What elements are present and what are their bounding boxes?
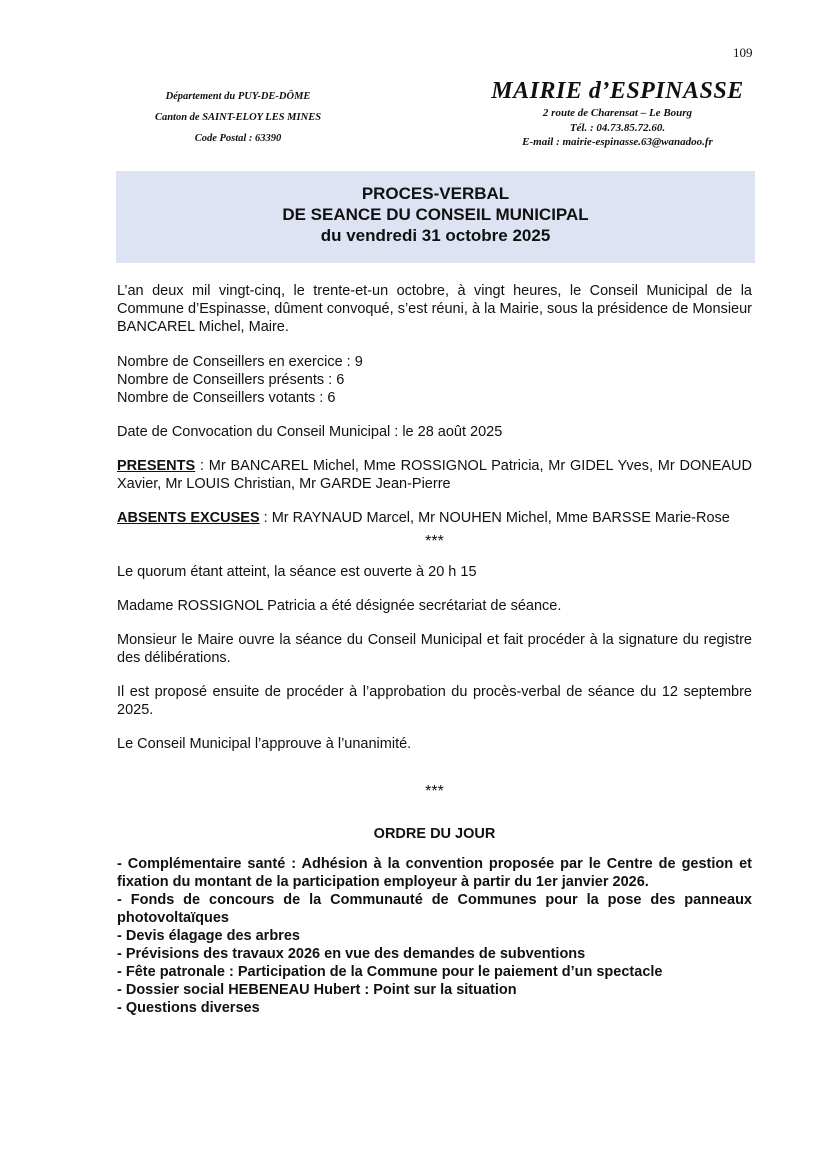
- mairie-email: E-mail : mairie-espinasse.63@wanadoo.fr: [522, 136, 713, 148]
- canton-line: Canton de SAINT-ELOY LES MINES: [154, 112, 322, 123]
- agenda-item: - Questions diverses: [117, 1000, 260, 1016]
- convocation-date: Date de Convocation du Conseil Municipal : le 28 août 2025: [117, 424, 503, 440]
- document-title-box: [116, 171, 755, 263]
- mairie-title: MAIRIE d’ESPINASSE: [491, 78, 744, 104]
- postal-code-line: Code Postal : 63390: [194, 133, 282, 144]
- agenda-item: - Devis élagage des arbres: [117, 928, 300, 944]
- mairie-tel: Tél. : 04.73.85.72.60.: [569, 121, 666, 134]
- agenda-item: - Prévisions des travaux 2026 en vue des demandes de subventions: [117, 946, 586, 962]
- document-body: [117, 282, 752, 1017]
- department-block: [118, 86, 358, 149]
- separator-stars: ***: [425, 533, 444, 550]
- separator-stars-2: ***: [425, 783, 444, 800]
- mairie-block: [455, 76, 780, 150]
- mairie-address: 2 route de Charensat – Le Bourg: [542, 107, 693, 119]
- quorum-text: Le quorum étant atteint, la séance est ouverte à 20 h 15: [117, 564, 477, 580]
- presents-list: : Mr BANCAREL Michel, Mme ROSSIGNOL Patricia, Mr GIDEL Yves, Mr DONEAUD Xavier, Mr LOUIS Christian, Mr GARDE Jean-Pierre: [117, 458, 752, 492]
- count-present: Nombre de Conseillers présents : 6: [117, 372, 345, 388]
- presents-label: PRESENTS: [117, 458, 196, 474]
- agenda-list: [117, 855, 752, 1017]
- agenda-item: - Fonds de concours de la Communauté de Communes pour la pose des panneaux photovoltaïques: [117, 892, 752, 926]
- count-in-office: Nombre de Conseillers en exercice : 9: [117, 354, 363, 370]
- count-voting: Nombre de Conseillers votants : 6: [117, 390, 336, 406]
- absents-paragraph: [117, 509, 752, 527]
- title-line-2: DE SEANCE DU CONSEIL MUNICIPAL: [282, 205, 589, 224]
- agenda-item: - Fête patronale : Participation de la Commune pour le paiement d’un spectacle: [117, 964, 663, 980]
- title-line-3: du vendredi 31 octobre 2025: [320, 226, 551, 245]
- page-number: 109: [733, 45, 753, 60]
- absents-list: : Mr RAYNAUD Marcel, Mr NOUHEN Michel, Mme BARSSE Marie-Rose: [259, 510, 730, 526]
- approval-proposal-text: Il est proposé ensuite de procéder à l’approbation du procès-verbal de séance du 12 septembre 2025.: [117, 684, 752, 718]
- presents-paragraph: [117, 457, 752, 493]
- secretary-text: Madame ROSSIGNOL Patricia a été désignée secrétariat de séance.: [117, 598, 562, 614]
- title-line-1: PROCES-VERBAL: [361, 184, 510, 203]
- agenda-item: - Dossier social HEBENEAU Hubert : Point sur la situation: [117, 982, 517, 998]
- department-line: Département du PUY-DE-DÔME: [165, 91, 311, 102]
- intro-paragraph: L’an deux mil vingt-cinq, le trente-et-un octobre, à vingt heures, le Conseil Municipal de la Commune d’Espinasse, dûment convoqué, s’est réuni, à la Mairie, sous la présidence de Monsieur BANCAREL Michel, Maire.: [117, 283, 752, 335]
- opening-text: Monsieur le Maire ouvre la séance du Conseil Municipal et fait procéder à la signature du registre des délibérations.: [117, 632, 752, 666]
- ordre-du-jour-title: ORDRE DU JOUR: [373, 826, 496, 842]
- agenda-item: - Complémentaire santé : Adhésion à la convention proposée par le Centre de gestion et fixation du montant de la participation employeur à partir du 1er janvier 2026.: [117, 856, 752, 890]
- approval-result-text: Le Conseil Municipal l’approuve à l’unanimité.: [117, 736, 412, 752]
- absents-label: ABSENTS EXCUSES: [117, 510, 260, 526]
